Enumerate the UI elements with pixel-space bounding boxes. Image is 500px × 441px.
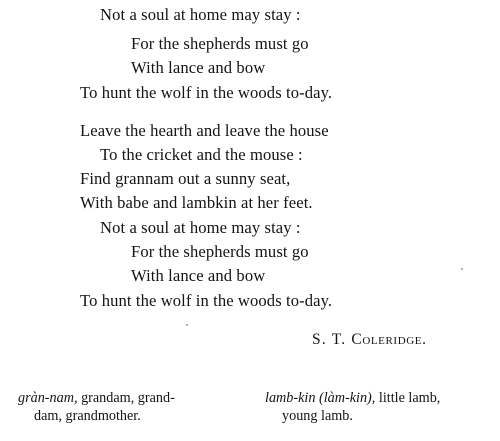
footnote-term: lamb-kin (làm-kin),	[265, 390, 376, 406]
poem-line: Find grannam out a sunny seat,	[80, 169, 291, 188]
footnote-grannam	[18, 389, 175, 407]
footnote-grannam-continued: dam, grandmother.	[34, 408, 141, 424]
footnote-definition: little lamb,	[375, 390, 441, 406]
poem-line: For the shepherds must go	[131, 34, 309, 53]
author-signature	[312, 330, 427, 350]
author-initials: S. T.	[312, 331, 347, 348]
poem-line: With lance and bow	[131, 266, 266, 285]
poem-line: For the shepherds must go	[131, 242, 309, 261]
poem-line: Leave the hearth and leave the house	[80, 121, 329, 140]
poem-line: To the cricket and the mouse :	[100, 145, 303, 164]
poem-line: To hunt the wolf in the woods to-day.	[80, 83, 333, 102]
poem-line: To hunt the wolf in the woods to-day.	[80, 291, 333, 310]
poem-line: With lance and bow	[131, 58, 266, 77]
footnote-lambkin	[265, 389, 440, 407]
poem-line: With babe and lambkin at her feet.	[80, 193, 313, 212]
print-speck	[461, 268, 463, 270]
author-surname: Coleridge.	[351, 331, 427, 348]
poem-line: Not a soul at home may stay :	[100, 218, 301, 237]
footnote-lambkin-continued: young lamb.	[282, 408, 353, 424]
footnote-definition: grandam, grand-	[77, 390, 175, 406]
print-speck	[186, 324, 188, 326]
poem-line: Not a soul at home may stay :	[100, 5, 301, 24]
footnote-term: gràn-nam,	[18, 390, 78, 406]
